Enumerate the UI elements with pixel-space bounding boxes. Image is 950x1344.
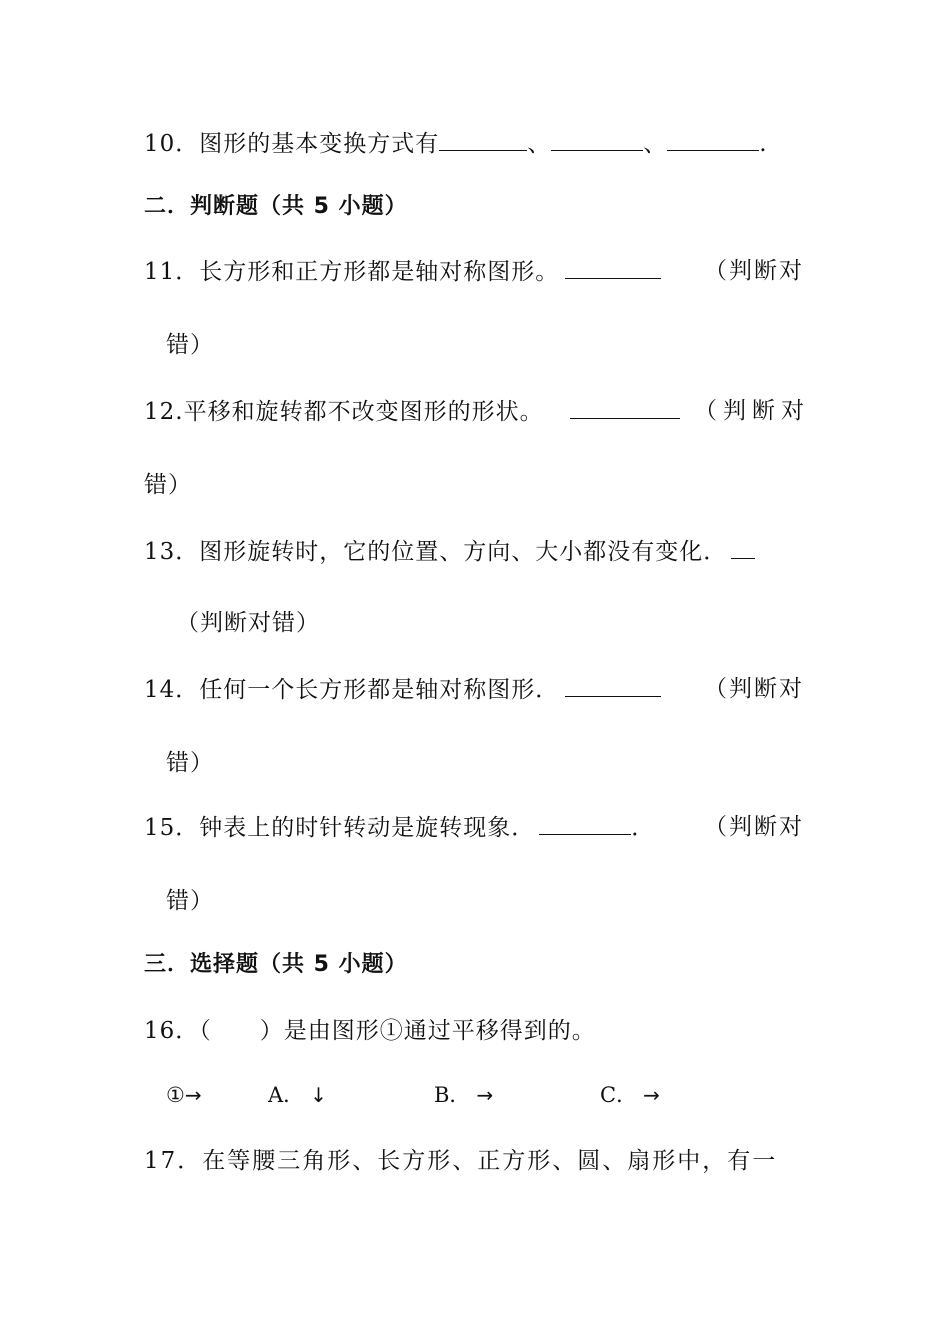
period: ． (631, 815, 656, 841)
option-b[interactable] (434, 1080, 493, 1110)
judge-note-15: （判断对 (704, 814, 804, 840)
down-arrow-icon: ↓ (310, 1083, 327, 1107)
option-c-label: C． (600, 1083, 638, 1107)
right-arrow-icon: → (476, 1083, 494, 1107)
answer-blank-10c[interactable] (667, 128, 759, 151)
question-10-text: 10．图形的基本变换方式有 (144, 131, 440, 157)
period: . (759, 131, 768, 157)
question-11-text: 11．长方形和正方形都是轴对称图形。 (144, 259, 560, 285)
right-arrow-icon: → (643, 1083, 660, 1107)
answer-blank-12[interactable] (570, 396, 680, 419)
question-13 (144, 536, 755, 567)
section-heading-choice: 三．选择题（共 5 小题） (144, 952, 408, 977)
answer-blank-14[interactable] (565, 674, 661, 697)
question-15-text: 15．钟表上的时针转动是旋转现象． (144, 815, 536, 841)
judge-note-13: （判断对错） (176, 610, 320, 636)
section-heading-judgment: 二．判断题（共 5 小题） (144, 194, 408, 219)
option-a[interactable] (268, 1080, 327, 1110)
circled-one-label: ① (166, 1083, 185, 1107)
question-12-text: 12.平移和旋转都不改变图形的形状。 (144, 399, 544, 425)
judge-note-14: （判断对 (704, 676, 804, 702)
judge-note-11: （判断对 (704, 258, 804, 284)
question-10 (144, 128, 768, 159)
right-arrow-icon: → (184, 1083, 202, 1107)
judge-note-12: （判断对 (694, 398, 810, 424)
question-15 (144, 812, 655, 843)
answer-blank-10b[interactable] (551, 128, 643, 151)
option-c[interactable] (600, 1080, 660, 1110)
question-11 (144, 256, 661, 287)
question-14 (144, 674, 661, 705)
question-13-text: 13．图形旋转时，它的位置、方向、大小都没有变化． (144, 539, 728, 565)
judge-note-11-cont: 错） (166, 332, 214, 358)
separator: 、 (527, 131, 552, 157)
question-17: 17．在等腰三角形、长方形、正方形、圆、扇形中，有一 (144, 1148, 778, 1174)
option-a-label: A． (268, 1083, 305, 1107)
separator: 、 (643, 131, 668, 157)
question-14-text: 14．任何一个长方形都是轴对称图形． (144, 677, 560, 703)
option-b-label: B． (434, 1083, 471, 1107)
answer-blank-11[interactable] (565, 256, 661, 279)
judge-note-12-cont: 错） (144, 472, 192, 498)
judge-note-14-cont: 错） (166, 750, 214, 776)
answer-blank-13[interactable] (731, 536, 755, 559)
answer-blank-15[interactable] (539, 812, 631, 835)
figure-1-origin (166, 1080, 202, 1110)
answer-blank-10a[interactable] (439, 128, 527, 151)
question-16: 16．（ ）是由图形①通过平移得到的。 (144, 1018, 596, 1044)
question-12 (144, 396, 680, 427)
judge-note-15-cont: 错） (166, 888, 214, 914)
